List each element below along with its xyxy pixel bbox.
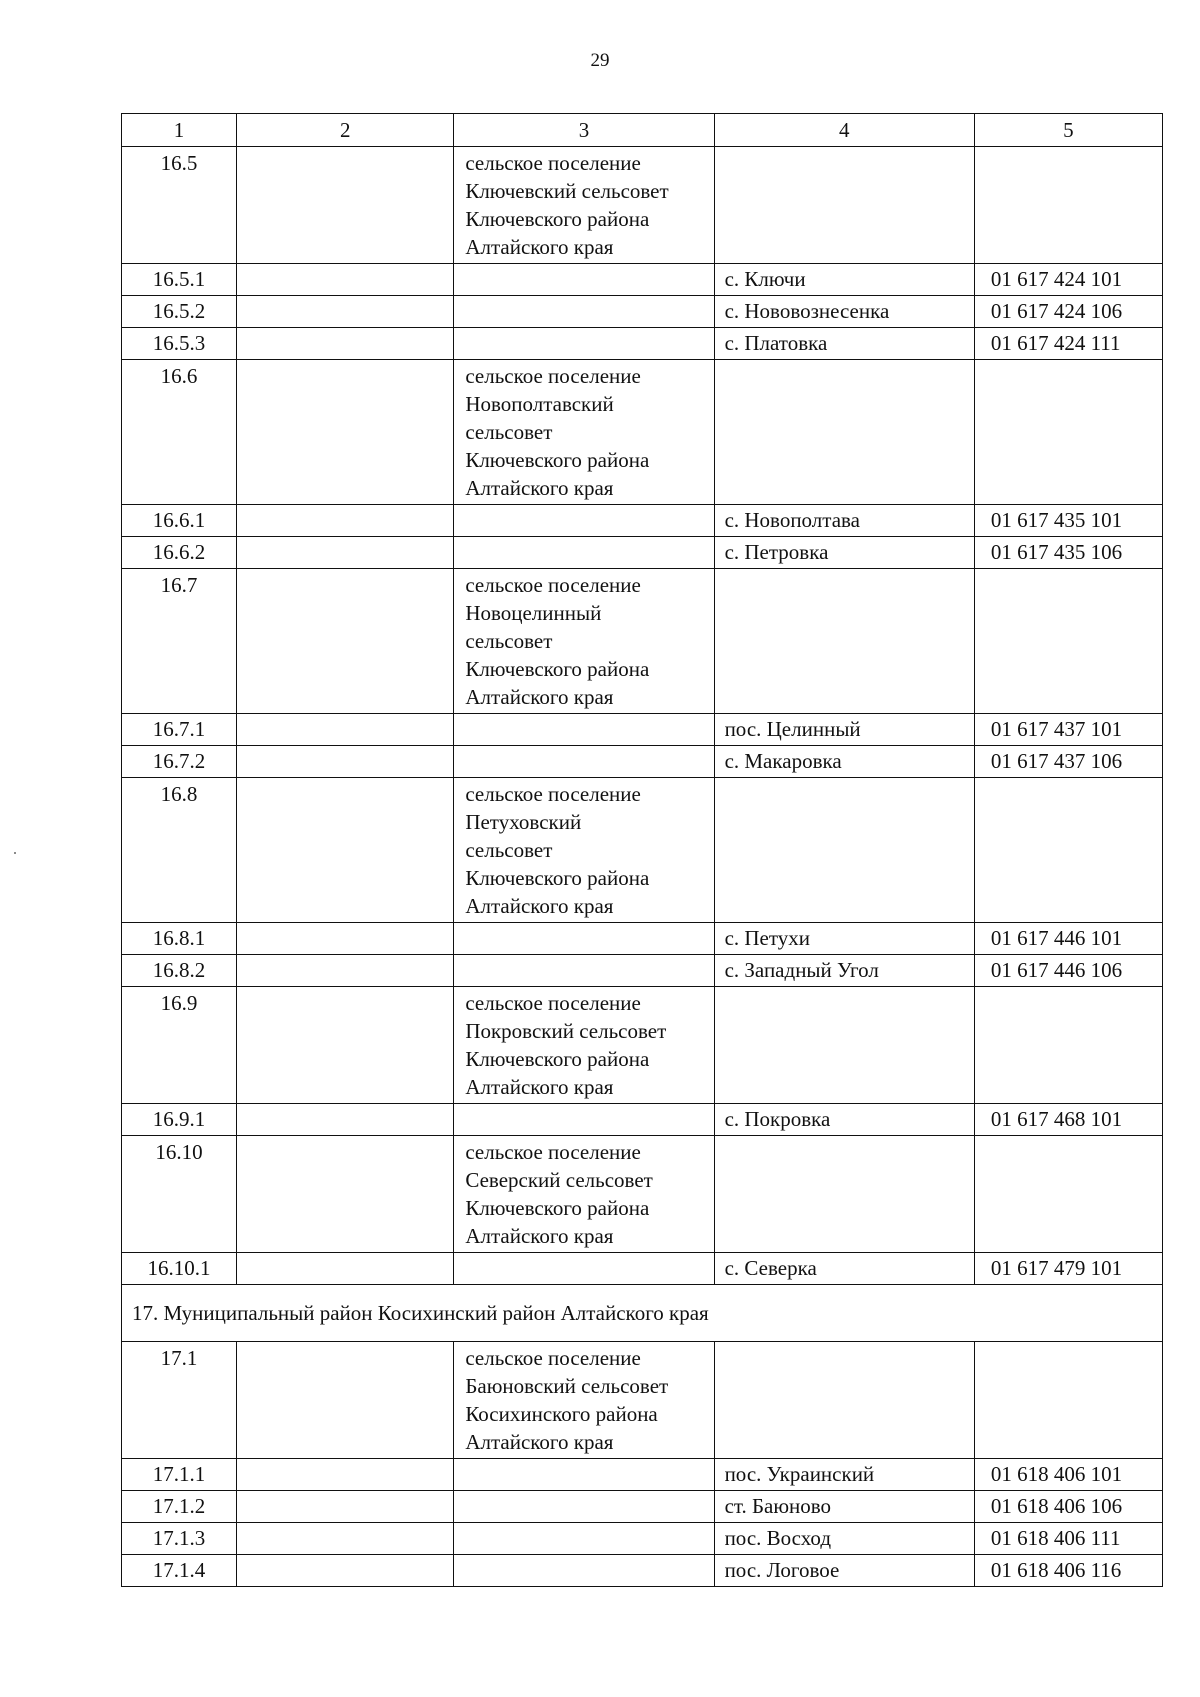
oktmo-code xyxy=(974,360,1162,505)
oktmo-code xyxy=(974,1136,1162,1253)
municipality-name-line: Алтайского края xyxy=(465,1224,614,1248)
municipality-name-line: сельское поселение xyxy=(465,573,641,597)
municipality-name-line: Ключевского района xyxy=(465,657,650,681)
scan-dot xyxy=(14,852,16,854)
municipality-name-line: сельское поселение xyxy=(465,1140,641,1164)
cell-col2 xyxy=(237,1342,454,1459)
settlements-table xyxy=(121,113,1163,1587)
municipality-name-line: сельсовет xyxy=(465,629,553,653)
settlement-name: пос. Целинный xyxy=(714,714,974,746)
table-row xyxy=(122,955,1163,987)
cell-col2 xyxy=(237,328,454,360)
oktmo-code: 01 617 424 111 xyxy=(974,328,1162,360)
row-number: 16.5 xyxy=(122,147,237,264)
settlement-name: с. Макаровка xyxy=(714,746,974,778)
oktmo-code xyxy=(974,1342,1162,1459)
municipality-name-line: сельсовет xyxy=(465,420,553,444)
oktmo-code: 01 618 406 111 xyxy=(974,1523,1162,1555)
column-header: 1 xyxy=(122,114,237,147)
table-row xyxy=(122,505,1163,537)
municipality-name xyxy=(454,1491,714,1523)
column-header: 2 xyxy=(237,114,454,147)
municipality-name xyxy=(454,1459,714,1491)
oktmo-code: 01 617 424 101 xyxy=(974,264,1162,296)
municipality-name-line: сельское поселение xyxy=(465,364,641,388)
cell-col2 xyxy=(237,746,454,778)
settlement-name: с. Ключи xyxy=(714,264,974,296)
cell-col2 xyxy=(237,1253,454,1285)
table-row xyxy=(122,746,1163,778)
municipality-name-line: Алтайского края xyxy=(465,235,614,259)
municipality-name-line: Петуховский xyxy=(465,810,582,834)
row-number: 16.5.1 xyxy=(122,264,237,296)
cell-col2 xyxy=(237,714,454,746)
cell-col2 xyxy=(237,987,454,1104)
municipality-name xyxy=(454,987,714,1104)
table-row xyxy=(122,714,1163,746)
row-number: 16.7 xyxy=(122,569,237,714)
column-header: 3 xyxy=(454,114,714,147)
settlement-name: с. Западный Угол xyxy=(714,955,974,987)
table-row xyxy=(122,1523,1163,1555)
cell-col2 xyxy=(237,537,454,569)
row-number: 16.6.1 xyxy=(122,505,237,537)
settlement-name: с. Петровка xyxy=(714,537,974,569)
oktmo-code xyxy=(974,569,1162,714)
municipality-name xyxy=(454,569,714,714)
municipality-name-line: Ключевского района xyxy=(465,207,650,231)
oktmo-code: 01 617 479 101 xyxy=(974,1253,1162,1285)
municipality-name-line: Новоцелинный xyxy=(465,601,602,625)
cell-col2 xyxy=(237,1555,454,1587)
municipality-name xyxy=(454,746,714,778)
municipality-name-line: Алтайского края xyxy=(465,685,614,709)
table-row-group xyxy=(122,1136,1163,1253)
section-heading: 17. Муниципальный район Косихинский район Алтайского края xyxy=(122,1285,1163,1342)
oktmo-code: 01 617 446 101 xyxy=(974,923,1162,955)
table-row xyxy=(122,1253,1163,1285)
table-row xyxy=(122,1459,1163,1491)
settlement-name: с. Новополтава xyxy=(714,505,974,537)
settlement-name: пос. Логовое xyxy=(714,1555,974,1587)
section-heading-row xyxy=(122,1285,1163,1342)
settlement-name xyxy=(714,778,974,923)
municipality-name-line: Косихинского района xyxy=(465,1402,658,1426)
oktmo-code: 01 617 437 101 xyxy=(974,714,1162,746)
table-row-group xyxy=(122,147,1163,264)
row-number: 16.10 xyxy=(122,1136,237,1253)
municipality-name xyxy=(454,1523,714,1555)
column-header: 5 xyxy=(974,114,1162,147)
municipality-name-line: Ключевского района xyxy=(465,1196,650,1220)
row-number: 16.9.1 xyxy=(122,1104,237,1136)
municipality-name xyxy=(454,714,714,746)
oktmo-code xyxy=(974,987,1162,1104)
settlement-name: пос. Восход xyxy=(714,1523,974,1555)
table-row xyxy=(122,264,1163,296)
municipality-name xyxy=(454,537,714,569)
table-row-group xyxy=(122,778,1163,923)
table-row-group xyxy=(122,1342,1163,1459)
municipality-name-line: Новополтавский xyxy=(465,392,614,416)
settlement-name xyxy=(714,1136,974,1253)
row-number: 16.8 xyxy=(122,778,237,923)
cell-col2 xyxy=(237,1491,454,1523)
row-number: 16.7.2 xyxy=(122,746,237,778)
oktmo-code: 01 618 406 106 xyxy=(974,1491,1162,1523)
table-row xyxy=(122,1491,1163,1523)
cell-col2 xyxy=(237,778,454,923)
settlement-name: с. Покровка xyxy=(714,1104,974,1136)
settlement-name xyxy=(714,987,974,1104)
cell-col2 xyxy=(237,955,454,987)
cell-col2 xyxy=(237,505,454,537)
municipality-name xyxy=(454,505,714,537)
cell-col2 xyxy=(237,1136,454,1253)
oktmo-code xyxy=(974,147,1162,264)
municipality-name-line: сельсовет xyxy=(465,838,553,862)
municipality-name-line: сельское поселение xyxy=(465,1346,641,1370)
table-row xyxy=(122,296,1163,328)
municipality-name-line: Алтайского края xyxy=(465,1430,614,1454)
municipality-name-line: Ключевского района xyxy=(465,448,650,472)
table-row xyxy=(122,923,1163,955)
municipality-name-line: Баюновский сельсовет xyxy=(465,1374,669,1398)
row-number: 16.9 xyxy=(122,987,237,1104)
municipality-name-line: сельское поселение xyxy=(465,991,641,1015)
settlement-name xyxy=(714,360,974,505)
table-row xyxy=(122,1104,1163,1136)
municipality-name xyxy=(454,1555,714,1587)
oktmo-code: 01 617 424 106 xyxy=(974,296,1162,328)
table-row-group xyxy=(122,360,1163,505)
page-number: 29 xyxy=(590,50,610,71)
settlement-name xyxy=(714,1342,974,1459)
cell-col2 xyxy=(237,360,454,505)
municipality-name xyxy=(454,923,714,955)
oktmo-code: 01 617 435 106 xyxy=(974,537,1162,569)
settlement-name xyxy=(714,569,974,714)
row-number: 17.1.1 xyxy=(122,1459,237,1491)
oktmo-code: 01 617 435 101 xyxy=(974,505,1162,537)
row-number: 16.5.3 xyxy=(122,328,237,360)
cell-col2 xyxy=(237,147,454,264)
cell-col2 xyxy=(237,1104,454,1136)
municipality-name-line: сельское поселение xyxy=(465,151,641,175)
cell-col2 xyxy=(237,1523,454,1555)
row-number: 17.1.3 xyxy=(122,1523,237,1555)
table-row xyxy=(122,328,1163,360)
municipality-name-line: Ключевский сельсовет xyxy=(465,179,669,203)
row-number: 17.1.4 xyxy=(122,1555,237,1587)
table-row xyxy=(122,1555,1163,1587)
settlement-name: с. Платовка xyxy=(714,328,974,360)
settlement-name: с. Нововознесенка xyxy=(714,296,974,328)
oktmo-code xyxy=(974,778,1162,923)
table-row xyxy=(122,537,1163,569)
row-number: 16.5.2 xyxy=(122,296,237,328)
municipality-name-line: Покровский сельсовет xyxy=(465,1019,667,1043)
municipality-name-line: Алтайского края xyxy=(465,1075,614,1099)
municipality-name xyxy=(454,1136,714,1253)
oktmo-code: 01 618 406 116 xyxy=(974,1555,1162,1587)
municipality-name-line: Северский сельсовет xyxy=(465,1168,653,1192)
municipality-name xyxy=(454,264,714,296)
settlement-name: ст. Баюново xyxy=(714,1491,974,1523)
table-row-group xyxy=(122,569,1163,714)
column-header: 4 xyxy=(714,114,974,147)
municipality-name-line: сельское поселение xyxy=(465,782,641,806)
municipality-name-line: Алтайского края xyxy=(465,894,614,918)
row-number: 16.6.2 xyxy=(122,537,237,569)
municipality-name xyxy=(454,328,714,360)
row-number: 16.8.2 xyxy=(122,955,237,987)
municipality-name xyxy=(454,955,714,987)
settlement-name: пос. Украинский xyxy=(714,1459,974,1491)
settlement-name xyxy=(714,147,974,264)
table-body xyxy=(122,147,1163,1587)
municipality-name-line: Алтайского края xyxy=(465,476,614,500)
row-number: 16.8.1 xyxy=(122,923,237,955)
row-number: 16.6 xyxy=(122,360,237,505)
cell-col2 xyxy=(237,264,454,296)
row-number: 17.1 xyxy=(122,1342,237,1459)
oktmo-code: 01 618 406 101 xyxy=(974,1459,1162,1491)
municipality-name xyxy=(454,1342,714,1459)
municipality-name xyxy=(454,778,714,923)
row-number: 17.1.2 xyxy=(122,1491,237,1523)
municipality-name-line: Ключевского района xyxy=(465,866,650,890)
cell-col2 xyxy=(237,1459,454,1491)
table-header-row xyxy=(122,114,1163,147)
oktmo-code: 01 617 468 101 xyxy=(974,1104,1162,1136)
table-row-group xyxy=(122,987,1163,1104)
cell-col2 xyxy=(237,569,454,714)
municipality-name-line: Ключевского района xyxy=(465,1047,650,1071)
cell-col2 xyxy=(237,296,454,328)
cell-col2 xyxy=(237,923,454,955)
municipality-name xyxy=(454,1104,714,1136)
row-number: 16.7.1 xyxy=(122,714,237,746)
settlement-name: с. Северка xyxy=(714,1253,974,1285)
municipality-name xyxy=(454,1253,714,1285)
row-number: 16.10.1 xyxy=(122,1253,237,1285)
settlement-name: с. Петухи xyxy=(714,923,974,955)
oktmo-code: 01 617 446 106 xyxy=(974,955,1162,987)
municipality-name xyxy=(454,360,714,505)
municipality-name xyxy=(454,147,714,264)
oktmo-code: 01 617 437 106 xyxy=(974,746,1162,778)
municipality-name xyxy=(454,296,714,328)
